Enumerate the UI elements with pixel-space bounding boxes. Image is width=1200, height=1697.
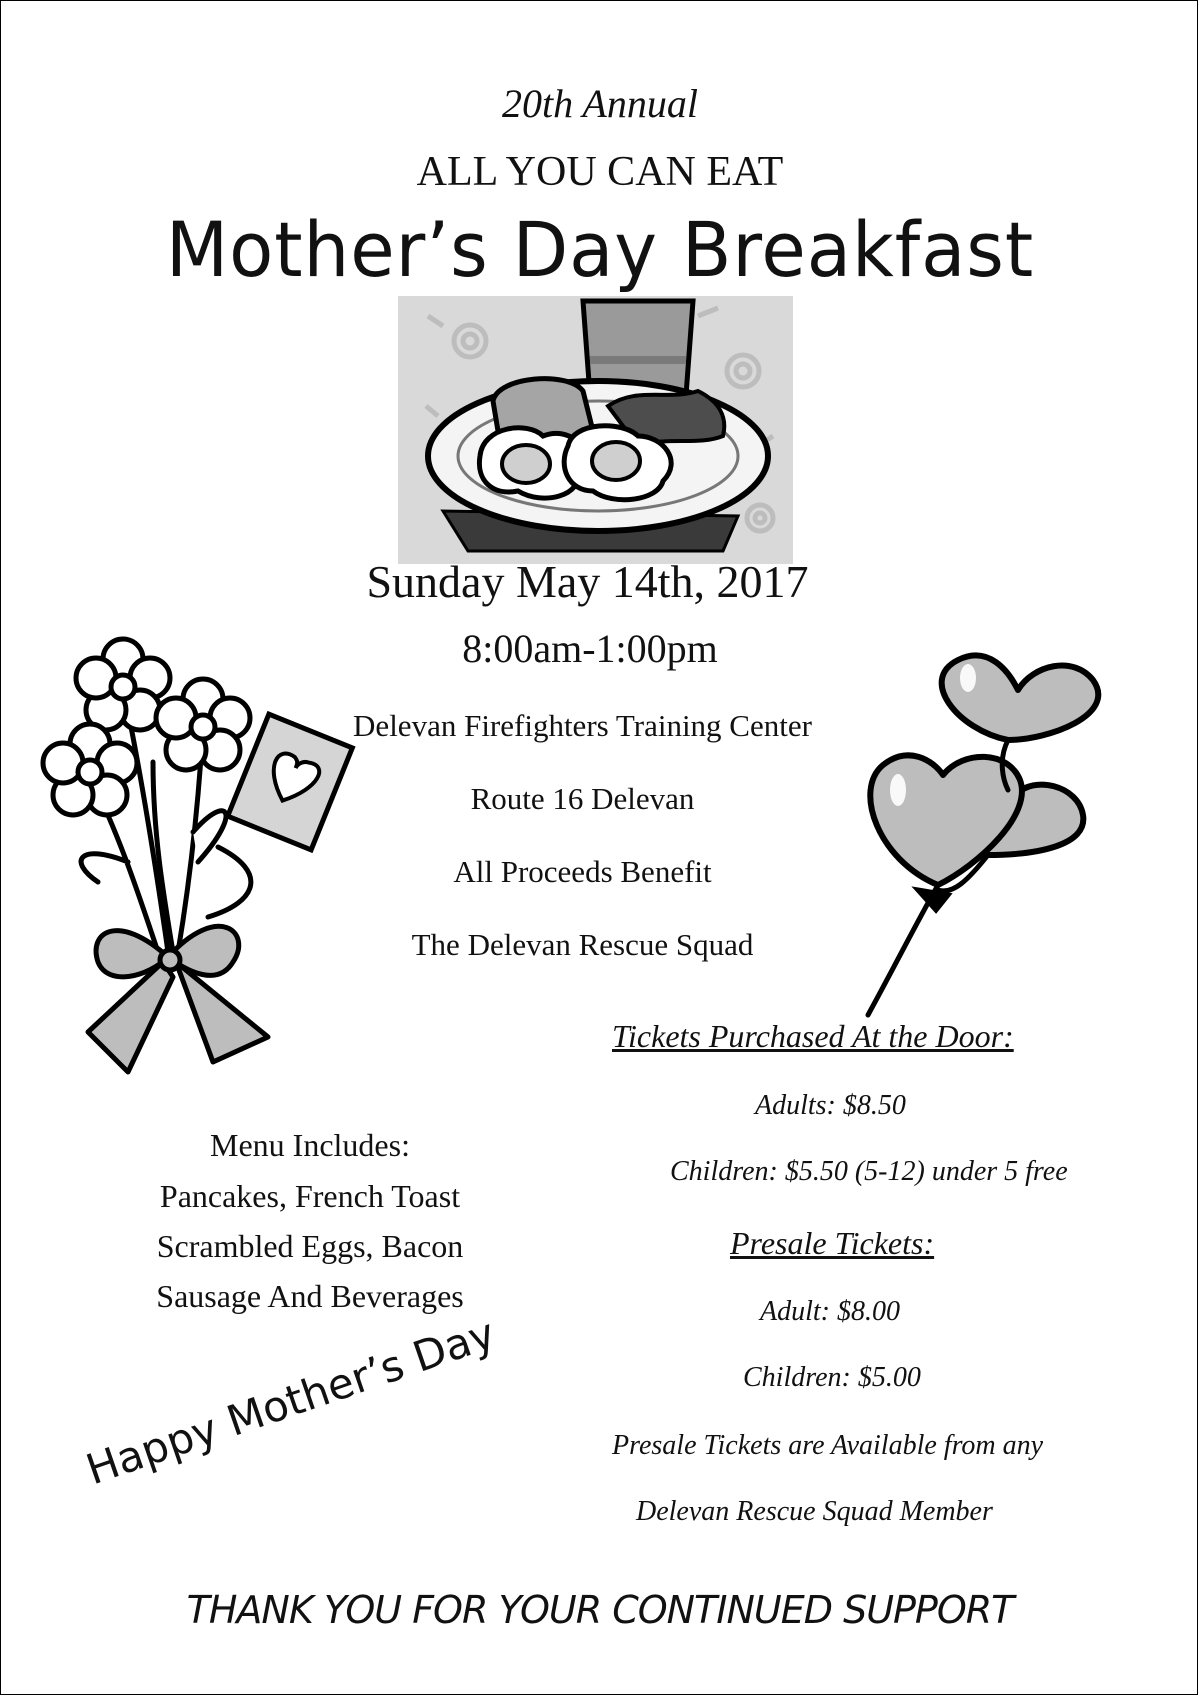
breakfast-plate-icon [398,296,793,564]
menu-line: Sausage And Beverages [156,1278,464,1314]
menu-line: Pancakes, French Toast [159,1178,461,1214]
beneficiary: The Delevan Rescue Squad [411,927,754,962]
event-date: Sunday May 14th, 2017 [366,556,809,607]
door-tickets-heading: Tickets Purchased At the Door: [612,1018,1014,1054]
proceeds-label: All Proceeds Benefit [453,854,712,889]
door-adult-price: Adults: $8.50 [755,1090,906,1121]
address: Route 16 Delevan [470,781,695,816]
greeting-text: Happy Mother’s Day [80,1308,502,1495]
edition-label: 20th Annual [502,81,698,126]
location-name: Delevan Firefighters Training Center [353,708,812,743]
menu-line: Scrambled Eggs, Bacon [156,1228,464,1264]
flower-bouquet-icon [28,632,368,1082]
event-time: 8:00am-1:00pm [462,626,718,671]
presale-adult-price: Adult: $8.00 [760,1296,900,1327]
door-children-price: Children: $5.50 (5-12) under 5 free [670,1156,1068,1187]
subtitle: ALL YOU CAN EAT [416,149,784,195]
presale-children-price: Children: $5.00 [743,1362,921,1393]
presale-note: Delevan Rescue Squad Member [636,1496,993,1527]
footer-thanks: THANK YOU FOR YOUR CONTINUED SUPPORT [186,1588,1014,1632]
menu-heading: Menu Includes: [210,1127,410,1163]
presale-note: Presale Tickets are Available from any [612,1430,1044,1461]
page-title: Mother’s Day Breakfast [165,205,1035,294]
heart-balloons-icon [858,640,1120,1025]
presale-tickets-heading: Presale Tickets: [730,1225,935,1261]
